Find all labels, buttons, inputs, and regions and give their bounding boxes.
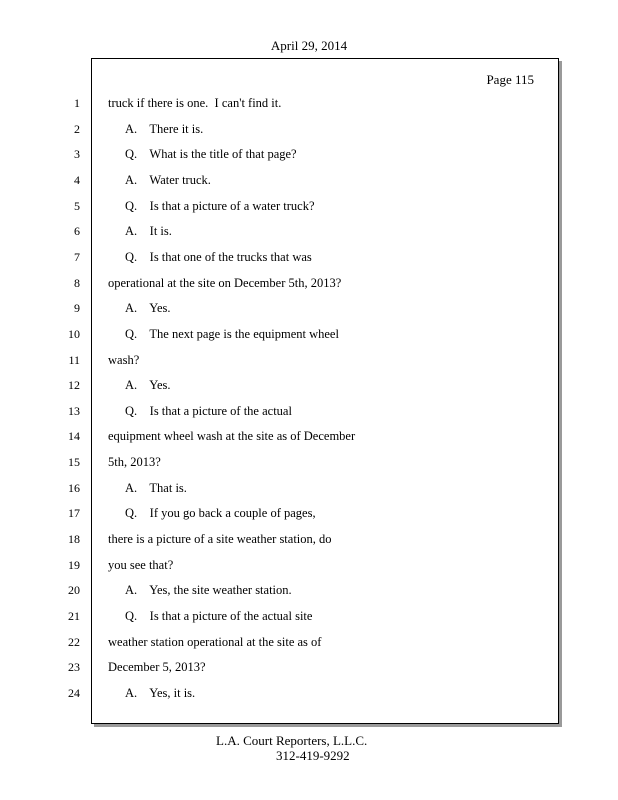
page-number: Page 115 bbox=[486, 72, 534, 87]
line-number: 10 bbox=[68, 327, 80, 341]
transcript-line: truck if there is one. I can't find it. bbox=[108, 96, 282, 110]
line-number: 22 bbox=[68, 635, 80, 649]
transcript-line: Q. Is that one of the trucks that was bbox=[125, 250, 312, 264]
transcript-line: you see that? bbox=[108, 558, 174, 572]
line-number: 14 bbox=[68, 429, 80, 443]
transcript-line: A. Yes. bbox=[125, 301, 171, 315]
line-number: 5 bbox=[74, 199, 80, 213]
transcript-line: December 5, 2013? bbox=[108, 660, 206, 674]
line-number: 16 bbox=[68, 481, 80, 495]
transcript-line: operational at the site on December 5th, 2013? bbox=[108, 276, 342, 290]
transcript-line: wash? bbox=[108, 353, 140, 367]
line-number: 24 bbox=[68, 686, 80, 700]
header-date: April 29, 2014 bbox=[270, 38, 348, 53]
line-number: 19 bbox=[68, 558, 80, 572]
transcript-line: A. There it is. bbox=[125, 122, 204, 136]
line-number: 18 bbox=[68, 532, 80, 546]
line-number: 7 bbox=[74, 250, 80, 264]
transcript-line: A. Yes, it is. bbox=[125, 686, 196, 700]
transcript-line: Q. Is that a picture of the actual site bbox=[125, 609, 313, 623]
transcript-line: 5th, 2013? bbox=[108, 455, 161, 469]
transcript-line: A. Yes. bbox=[125, 378, 171, 392]
transcript-line: Q. The next page is the equipment wheel bbox=[125, 327, 339, 341]
line-number: 17 bbox=[68, 506, 80, 520]
line-number: 2 bbox=[74, 122, 80, 136]
transcript-line: weather station operational at the site as of bbox=[108, 635, 322, 649]
transcript-line: A. Yes, the site weather station. bbox=[125, 583, 292, 597]
line-number: 13 bbox=[68, 404, 80, 418]
transcript-line: equipment wheel wash at the site as of December bbox=[108, 429, 356, 443]
line-number: 21 bbox=[68, 609, 80, 623]
footer-phone: 312-419-9292 bbox=[276, 748, 350, 763]
transcript-line: A. That is. bbox=[125, 481, 187, 495]
footer-company: L.A. Court Reporters, L.L.C. bbox=[216, 733, 368, 748]
transcript-line: A. It is. bbox=[125, 224, 172, 238]
line-number: 3 bbox=[74, 147, 80, 161]
transcript-line: Q. Is that a picture of a water truck? bbox=[125, 199, 315, 213]
line-number: 12 bbox=[68, 378, 80, 392]
line-number: 6 bbox=[74, 224, 80, 238]
line-number: 23 bbox=[68, 660, 80, 674]
line-number: 8 bbox=[74, 276, 80, 290]
transcript-line: Q. What is the title of that page? bbox=[125, 147, 297, 161]
transcript-line: there is a picture of a site weather station, do bbox=[108, 532, 332, 546]
transcript-line: Q. If you go back a couple of pages, bbox=[125, 506, 316, 520]
transcript-line: A. Water truck. bbox=[125, 173, 211, 187]
line-number: 11 bbox=[68, 353, 80, 367]
line-number: 4 bbox=[74, 173, 80, 187]
line-number: 20 bbox=[68, 583, 80, 597]
transcript-line: Q. Is that a picture of the actual bbox=[125, 404, 292, 418]
line-number: 15 bbox=[68, 455, 80, 469]
line-number: 9 bbox=[74, 301, 80, 315]
line-number: 1 bbox=[74, 96, 80, 110]
